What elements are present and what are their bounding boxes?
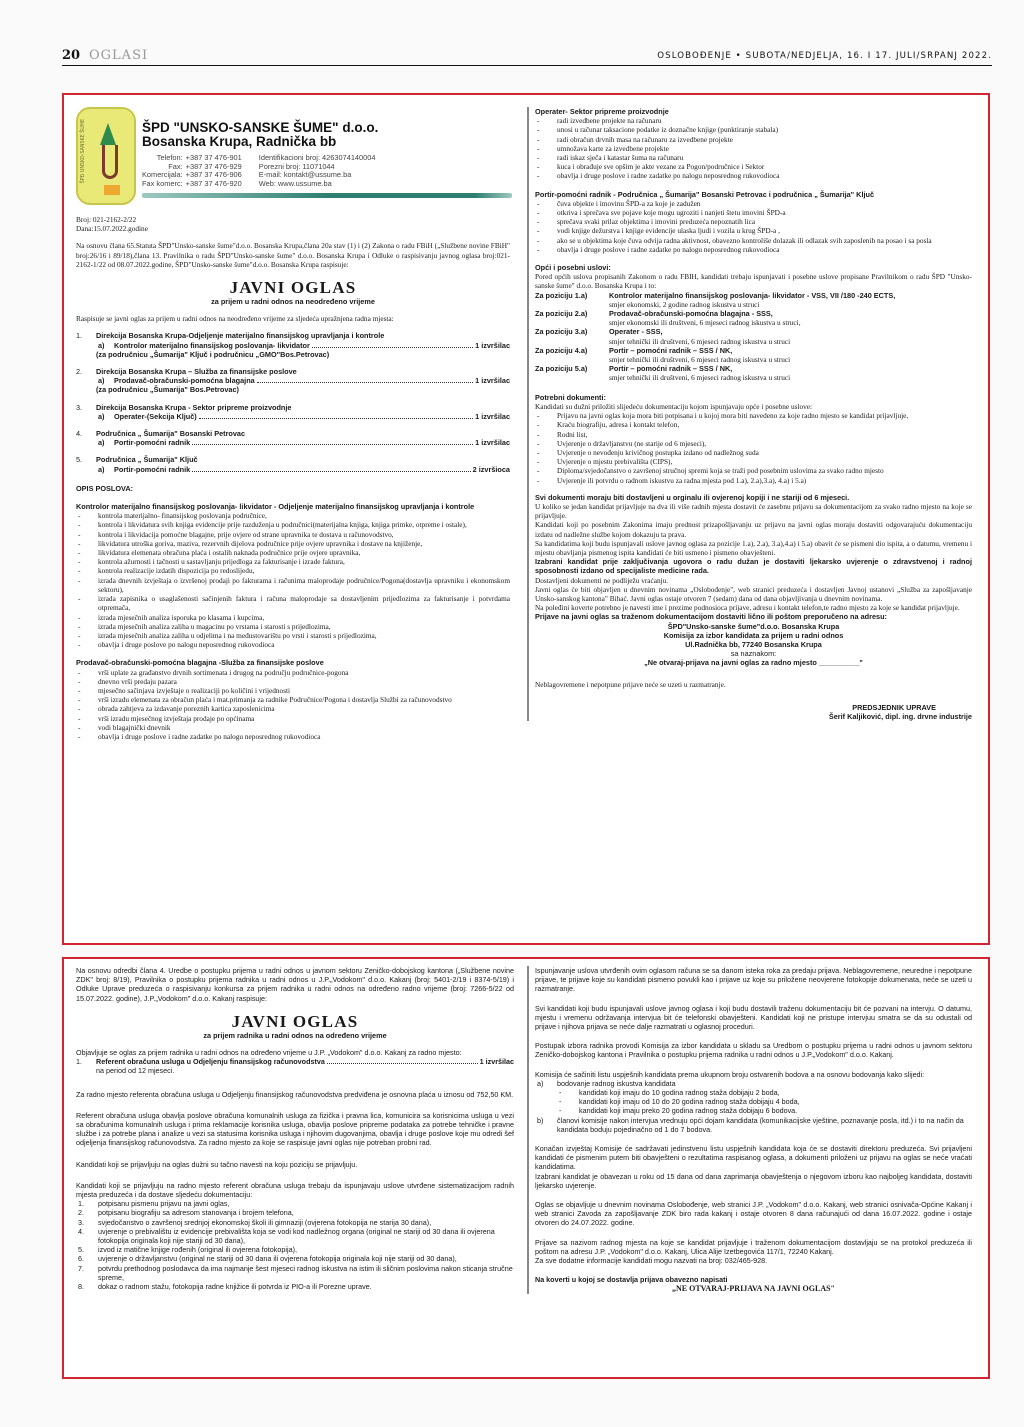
duties-right <box>535 107 972 254</box>
document-index: 5. <box>78 1245 84 1255</box>
position-item <box>76 455 510 473</box>
position-line <box>96 376 510 385</box>
position-note: Kandidati koji se prijavljuju na oglas dužni su tačno navesti na koju poziciju se prijavljuju. <box>76 1159 358 1169</box>
signature-block <box>535 703 972 721</box>
condition-key: Za poziciju 3.a) <box>535 327 588 337</box>
document-item: 8. dokaz o radnom stažu, fotokopija radne knjižice ili potvrda iz PIO-a ili Porezne uprave. <box>78 1282 372 1292</box>
conditions-list <box>535 291 972 383</box>
duty-item: - radi izvedbene projekte na računaru <box>535 116 972 125</box>
leader-dots <box>192 439 473 445</box>
condition-item <box>535 364 972 382</box>
position-note: (za područnicu „Šumarija" Ključ i područnicu „GMO"Bos.Petrovac) <box>96 349 330 359</box>
document-item: 7. potvrdu prethodnog poslodavca da ima najmanje šest mjeseci radnog iskustva na istim ili sličnim poslovima nakon sticanja stručne spreme, <box>78 1263 513 1282</box>
position-unit: Područnica „ Šumarija" Bosanski Petrovac <box>96 429 246 439</box>
notes-p2: Kandidati koji po posebnim Zakonima imaju prednost prizapošljavanju uz prijavu na javni oglas moraju dostaviti odgovarajuću dokumentaciju izdatu od nadležne službe kojom dokazuju ta prava. <box>535 520 972 539</box>
duty-item: - otkriva i sprečava sve pojave koje mogu ugroziti i nanjeti štetu imovini ŠPD-a <box>535 208 972 217</box>
ad2-right-column <box>527 966 972 1294</box>
condition-detail: smjer tehnički ili društveni, 6 mjeseci radnog iskustva u struci <box>609 373 791 383</box>
address-line: „Ne otvaraj-prijava na javni oglas za radno mjesto __________" <box>644 658 863 668</box>
document-item: - Kraću biografiju, adresa i kontakt telefon, <box>535 420 972 429</box>
ad-subtitle: za prijem radnika u radni odnos na određeno vrijeme <box>203 1030 387 1040</box>
duties-left <box>76 502 510 741</box>
notes-bold-3: Prijave na javni oglas sa traženom dokumentacijom dostaviti lično ili poštom preporučeno na adresu: <box>535 612 887 622</box>
position-number: 3. <box>76 402 83 412</box>
section-title: OGLASI <box>89 48 149 63</box>
legal-intro: Na osnovu člana 65.Statuta ŠPD"Unsko-sanske šume"d.o.o. Bosanska Krupa,člana 20a stav (1) i (2) Zakona o radu FBiH („Službene novine FBiH" broj:26/16 i 89/18),člana 13. Pravilnika o radu ŠPD"Unsko-sanske šume" d.o.o. Bosanska Krupa i Odluke o raspisivanju javnog oglasa broj:021-2162-1/22 od 08.07.2022.godine, ŠPD"Unsko-sanske šume"d.o.o. Bosanska Krupa raspisuje: <box>76 241 510 269</box>
documents-heading: Potrebni dokumenti: <box>535 392 606 402</box>
envelope-text: „NE OTVARAJ-PRIJAVA NA JAVNI OGLAS" <box>672 1284 835 1294</box>
scoring-item: - kandidati koji imaju preko 20 godina radnog staža dobijaju 6 bodova. <box>557 1106 972 1115</box>
condition-key: Za poziciju 2.a) <box>535 309 588 319</box>
duty-item: - čuva objekte i imovinu ŠPD-a za koje je zadužen <box>535 199 972 208</box>
position-count: 1 izvršilac <box>475 411 510 421</box>
condition-detail: smjer ekonomski, 2 godine radnog iskustva u struci <box>609 299 760 309</box>
signature-role: PREDSJEDNIK UPRAVE <box>852 702 936 712</box>
leader-dots <box>312 342 473 348</box>
duty-list <box>76 511 510 649</box>
p-selected: Izabrani kandidat je obavezan u roku od 15 dana od dana zaprimanja obavještenja o njegovom izboru kao najboljeg kandidata, dostaviti ljekarsko uvjerenje. <box>535 1171 972 1190</box>
duty-item: - likvidatura elemenata obračuna plaća i ostalih naknada područnice prije ovjere upravnika, <box>76 548 510 557</box>
tree-icon <box>100 123 116 145</box>
document-item: 6. uvjerenje o državljanstvu (original ne stariji od 30 dana ili ovjerena fotokopija originala koji nije stariji od 30 dana), <box>78 1254 457 1264</box>
position-period: na period od 12 mjeseci. <box>96 1066 175 1076</box>
duty-heading: Kontrolor materijalno finansijskog poslovanja- likvidator - Odjeljenje materijalno finansijskog upravljanja i kontrole <box>76 502 475 512</box>
duty-item: - kontrola materijalno- finansijskog poslovanja područnice, <box>76 511 510 520</box>
document-item: - Diploma/svjedočanstvo o završenoj stručnoj spremi koja se traži pod posebnim uslovima za svako radno mjesto <box>535 466 972 475</box>
duty-item: - kontrola i likvidacija pomoćne blagajne, prije ovjere od strane upravnika te dostava u računovodstvo, <box>76 530 510 539</box>
position-number: 4. <box>76 429 83 439</box>
notes-bold-2: Izabrani kandidat prije zaključivanja ugovora o radu dužan je dostaviti ljekarsko uvjerenje o zdravstvenoj i radnoj sposobnosti izdano od specijaliste medicine rada. <box>535 557 972 576</box>
duties-heading: OPIS POSLOVA: <box>76 483 134 493</box>
duty-item: - ako se u objektima koje čuva odvija radna aktivnost, obavezno kontroliše dolazak ili odlazak svih zaposlenih na posao i sa posla <box>535 236 972 245</box>
company-name <box>142 121 378 149</box>
contact-info: Web: www.ussume.ba <box>258 178 332 188</box>
condition-item <box>535 346 972 364</box>
ad-vodokom <box>62 957 990 1379</box>
position-unit: Područnica „ Šumarija" Ključ <box>96 455 198 465</box>
position-count: 1 izvršilac <box>475 340 510 350</box>
contact-value: +387 37 476-906 <box>185 170 242 180</box>
scoring-b: b) članovi komisije nakon intervjua vrednuju opći dojam kandidata (komunikacijske vještine, poznavanje posla, itd.) i to na način da kandidata boduju pojedinačno od 1 do 7 bodova. <box>537 1115 964 1134</box>
duty-item: - sprečava svaki prilaz objektima i imovini preduzeća nepoznatih lica <box>535 217 972 226</box>
position-title: a) Kontrolor materijalno finansijskog poslovanja- likvidator <box>98 340 310 350</box>
logo-tag <box>104 185 120 195</box>
position-number: 1. <box>76 1057 82 1067</box>
contact-label: Komercijala: <box>142 170 183 180</box>
duty-item: - izrada mjesečnih analiza isporuka po klasama i kupcima, <box>76 613 510 622</box>
position-body <box>96 367 510 395</box>
document-item: - Rodni list, <box>535 430 972 439</box>
company-line-1: ŠPD "UNSKO-SANSKE ŠUME" d.o.o. <box>142 120 379 135</box>
scoring-item: - kandidati koji imaju od 10 do 20 godina radnog staža dobijaju 4 boda, <box>557 1097 972 1106</box>
position-line <box>96 465 510 474</box>
contact-label: Telefon: <box>156 153 183 162</box>
duty-item: - obavlja i druge poslove i radne zadatke po nalogu neposrednog rukovodioca <box>535 171 972 180</box>
p-publication: Oglas se objavljuje u dnevnim novinama Oslobođenje, web stranici J.P. „Vodokom" d.o.o. Kakanj, web stranici osnivača-Općine Kakanj i web stranici Zavoda za zapošljavanje ZDK biro rada kakanj i ostaje otvoren 8 dana računajući od dana 16.07.2022. godine i ostaje otvoren do 24.07.2022. godine. <box>535 1200 972 1228</box>
position-line <box>96 438 510 447</box>
position-unit: Direkcija Bosanska Krupa-Odjeljenje materijalno finansijskog upravljanja i kontrole <box>96 331 385 341</box>
duty-item: - umnožava karte za izvedbene projekte <box>535 144 972 153</box>
notes-p3: Sa kandidatima koji budu ispunjavali uslove javnog oglasa za pozicije 1.a), 2.a), 3.a),4.a) i 5.a) obavit će se pismeni dio ispita, a o datumu, vremenu i mjestu obavljanja pismenog ispita kandidati će biti usmeno i pismeno obavješteni. <box>535 538 972 557</box>
legal-intro: Na osnovu odredbi člana 4. Uredbe o postupku prijema u radni odnos u javnom sektoru Zeničko-dobojskog kantona („Službene novine ZDK" broj: 8/19), Pravilnika o postupku prijema radnika u radni odnos u J.P.„Vodokom" d.o.o. Kakanj (broj: 5401-2/19 i 8374-5/19) i Odluke Uprave preduzeća o raspisivanju konkursa za prijem radnika u radni odnos na određeno radno vrijeme (broj: 7266-5/22 od 15.07.2022. godine), J.P.„Vodokom" d.o.o. Kakanj raspisuje: <box>76 966 514 1003</box>
documents-intro: Kandidati koji se prijavljuju na radno mjesto referent obračuna usluga trebaju da ispunjavaju uslove utvrđene sistematizacijom radnih mjesta preduzeća i da dostave sljedeću dokumentaciju: <box>76 1180 514 1200</box>
position-line <box>96 412 510 421</box>
duty-item: - radi obračun drvnih masa na računaru za izvedbene projekte <box>535 135 972 144</box>
documents-intro: Kandidati su dužni priložiti slijedeću dokumentaciju kojom ispunjavaju opće i posebne uslove: <box>535 401 813 411</box>
documents-list <box>76 1199 514 1291</box>
condition-detail: smjer tehnički ili društveni, 6 mjeseci radnog iskustva u struci <box>609 355 791 365</box>
contact-label: Fax: <box>168 161 183 171</box>
leader-dots <box>199 413 473 419</box>
reference-date: Dana:15.07.2022.godine <box>76 224 148 234</box>
duty-list <box>76 668 510 742</box>
duty-list <box>535 116 972 180</box>
document-index: 1. <box>78 1199 84 1209</box>
document-index: 2. <box>78 1208 84 1218</box>
duty-list <box>535 199 972 254</box>
conditions-heading: Opći i posebni uslovi: <box>535 263 611 273</box>
ad1-right-column <box>527 107 972 721</box>
duty-block <box>76 502 510 649</box>
position-title: Referent obračuna usluga u Odjeljenju finansijskog računovodstva <box>96 1057 325 1067</box>
duty-item: - kontrola i likvidatura svih knjiga evidencije prije razduženja u područnici(materijalna knjiga, knjiga primke, otpreme i ostale), <box>76 520 510 529</box>
positions-list <box>76 331 510 473</box>
logo-ring-text: ŠPD UNSKO-SANSKE ŠUME <box>81 119 86 184</box>
position-letter: a) <box>98 464 105 474</box>
contact-value: +387 37 476-901 <box>185 153 242 162</box>
notes-p5: Javni oglas će biti objavljen u dnevnim novinama „Oslobođenje", web stranici preduzeća i dostavljen Javnoj ustanovi „Služba za zapošljavanje Unsko-sanskog kantona" Bihać. Javni oglas ostaje otvoren 7 (sedam) dana od dana objavljivanja u dnevnim novinama. <box>535 584 972 603</box>
ad-title: JAVNI OGLAS <box>229 278 357 298</box>
duty-heading: Operater- Sektor pripreme proizvodnje <box>535 107 669 116</box>
contact-value: +387 37 476-920 <box>185 178 242 188</box>
duty-item: - obavlja i druge poslove i radne zadatke po nalogu neposrednog rukovodioca <box>76 732 510 741</box>
duties-text: Referent obračuna usluga obavlja poslove obračuna komunalnih usluga za fizička i pravna lica, komunicira sa korisnicima usluga u vezi sa obračunima komunalnih usluga i prima reklamacije korisnika usluga, obavlja poslove pripreme podataka za potrebe tehničke i pravne službe i za potrebe plana i analize u vezi sa statusima korisnika usluga i njihovim dugovanjima, obavlja i druge poslove koje mu odredi šef odjeljenja finansijskog računovodstva. Za radno mjesto za koje se raspisuje javni oglas nije potreban probni rad. <box>76 1110 514 1148</box>
condition-title: Operater - SSS, <box>609 327 663 337</box>
duty-item: - kontrola realizacije izdatih dispozicija po redoslijedu, <box>76 566 510 575</box>
letterhead-rule <box>142 193 512 198</box>
duty-item: - izrada zapisnika o usaglašenosti sačinjenih faktura i računa maloprodaje sa dostavljenim prijedlozima za fakturisanje i potvrdama otpremača, <box>76 594 510 612</box>
position-unit: Direkcija Bosanska Krupa - Sektor pripreme proizvodnje <box>96 402 292 412</box>
condition-detail: smjer ekonomski ili društveni, 6 mjeseci radnog iskustva u struci, <box>609 318 801 328</box>
ad-subtitle: za prijem u radni odnos na neodređeno vrijeme <box>211 297 375 307</box>
condition-detail: smjer tehnički ili društveni, 6 mjeseci radnog iskustva u struci <box>609 336 791 346</box>
duty-block <box>76 658 510 741</box>
duty-item: - vrši izradu mjesečnog izvještaja prodaje po općinama <box>76 714 510 723</box>
notes-p4: Dostavljeni dokumenti ne podliježu vraćanju. <box>535 575 669 585</box>
duty-item: - izrada mjesečnih analiza zaliha u odjelima i na međustovarištu po vrsti i starosti s prijedlozima, <box>76 631 510 640</box>
condition-value <box>609 364 790 382</box>
leader-dots <box>192 466 470 472</box>
condition-key: Za poziciju 5.a) <box>535 364 588 374</box>
duty-item: - unosi u računar taksacione podatke iz doznačne knjige (punktiranje stabala) <box>535 125 972 134</box>
document-item: - Uvjerenje o nevođenju krivičnog postupka izdano od nadležnog suda <box>535 448 972 457</box>
document-index: 8. <box>78 1282 84 1292</box>
reference-number: Broj: 021-2162-2/22 <box>76 215 137 224</box>
p-interview: Svi kandidati koji budu ispunjavali uslove javnog oglasa i koji budu dostavili traženu dokumentaciju bit će pozvani na intervju. O datumu, mjestu i vremenu održavanja intervjua bit će telefonski obavješteni. Kandidati koji ne pristupe intervjuu smatra se da su odustali od prijave i njihova prijava se neće dalje razmatrati u oglasnoj proceduri. <box>535 1003 972 1032</box>
notes-p6: Na poleđini koverte potrebno je navesti ime i prezime podnosioca prijave, adresu i kontakt telefon,te radno mjesto za koje se kandidat prijavljuje. <box>535 603 960 613</box>
document-item: 5. izvod iz matične knjige rođenih (original ili ovjerena fotokopija), <box>78 1245 297 1255</box>
position-unit: Direkcija Bosanska Krupa – Služba za finansijske poslove <box>96 367 297 377</box>
document-item: 4. uvjerenje o prebivalištu iz evidencije prebivališta koja se vodi kod nadležnog organa (original ne stariji od 30 dana ili ovjerena fotokopija originala koji nije stariji od 30 dana), <box>78 1226 495 1246</box>
position-line <box>96 341 510 350</box>
duty-item: - vrši izradu elemenata za obračun plaća i mat.primanja za radnike Područnice/Pogona i dostavlja Službi za računovodstvo <box>76 695 510 704</box>
condition-item <box>535 291 972 309</box>
position-body <box>96 429 510 447</box>
document-index: 7. <box>78 1263 84 1273</box>
position-letter: a) <box>98 411 105 421</box>
document-item: 2. potpisanu biografiju sa adresom stanovanja i brojem telefona, <box>78 1208 294 1218</box>
duty-item: - dnevno vrši predaju pazara <box>76 677 510 686</box>
p-contact: Za sve dodatne informacije kandidati mogu nazvati na broj: 032/465-928. <box>535 1256 768 1266</box>
duty-item: - obrada zahtjeva za izdavanje poreznih kartica zaposlenicima <box>76 704 510 713</box>
duty-item: - likvidatura utroška goriva, maziva, rezervnih dijelova područnice prije ovjere upravnika i dostave na knjiženje, <box>76 539 510 548</box>
position-count: 1 izvršilac <box>479 1057 514 1067</box>
address-line: ŠPD"Unsko-sanske šume"d.o.o. Bosanska Krupa <box>667 621 840 631</box>
mailing-address <box>535 622 972 668</box>
p-submission: Prijave sa nazivom radnog mjesta na koje se kandidat prijavljuje i traženom dokumentacijom dostavljaju se na protokol preduzeća ili poštom na adresu J.P. „Vodokom" d.o.o. Kakanj, Ulica Alije Izetbegovića 117/1, 72240 Kakanj. <box>535 1237 972 1256</box>
position-letter: a) <box>98 438 105 448</box>
ad1-left-column <box>76 215 510 741</box>
position-number: 1. <box>76 331 83 341</box>
conditions-intro: Pored općih uslova propisanih Zakonom o radu FBIH, kandidati trebaju ispunjavati i posebne uslove propisane Pravilnikom o radu ŠPD "Unsko-sanske šume" d.o.o. Bosanska Krupa i to: <box>535 272 972 291</box>
scoring-item: - kandidati koji imaju do 10 godina radnog staža dobijaju 2 boda, <box>557 1088 972 1097</box>
p-final-report: Konačan izvještaj Komisije će sadržavati jedinstvenu listu uspješnih kandidata koja će se dostaviti direktoru preduzeća. Svi prijavljeni kandidati će pismenim putem biti obavješteni o rezultatima raspisanog oglasa, a dokumenti priloženi uz prijavu na oglas se neće vraćati kandidatima. <box>535 1144 972 1172</box>
contact-value: +387 37 476-929 <box>185 161 242 171</box>
position-letter: a) <box>98 376 105 386</box>
condition-value <box>609 309 801 327</box>
condition-value <box>609 327 790 345</box>
duty-heading: Portir-pomoćni radnik - Područnica „ Šumarija" Bosanski Petrovac i područnica „ Šumarija" Ključ <box>535 189 875 199</box>
contact-info: Porezni broj: 11071044 <box>258 161 335 171</box>
company-logo <box>76 107 136 205</box>
position-item <box>76 403 510 421</box>
position-title: a) Portir-pomoćni radnik <box>98 438 191 448</box>
duty-item: - izrada dnevnih izvještaja o izvršenoj prodaji po fakturama i računima maloprodaje područnice/Pogona(dostavlja upravniku i ekonomskom sektoru), <box>76 576 510 594</box>
document-item: - Prijavu na javni oglas koja mora biti potpisana i u kojoj mora biti navedeno za koje radno mjesto se kandidat prijavljuje, <box>535 411 972 420</box>
contact-row <box>142 180 378 189</box>
company-contacts <box>142 154 378 188</box>
duty-item: - obavlja i druge poslove po nalogu neposrednog rukovodioca <box>76 640 510 649</box>
position-item <box>76 331 510 359</box>
duty-item: - vrši uplate za građanstvo drvnih sortimenata i drugog na području područnice-pogona <box>76 668 510 677</box>
condition-key: Za poziciju 4.a) <box>535 345 588 355</box>
duty-item: - mjesečno sačinjava izvještaje o realizaciji po količini i vrijednosti <box>76 686 510 695</box>
duty-item: - kontrola ažurnosti i tačnosti u sastavljanju prijedloga za fakturisanje i izrade faktura, <box>76 557 510 566</box>
duty-item: - radi iskaz sječa i katastar šuma na računaru <box>535 153 972 162</box>
position-item <box>76 429 510 447</box>
position-note: (za područnicu „Šumarija" Bos.Petrovac) <box>96 385 239 395</box>
position-body <box>96 455 510 473</box>
signature-name: Šerif Kaljiković, dipl. ing. drvne industrije <box>828 711 972 721</box>
dateline: OSLOBOĐENJE • SUBOTA/NEDJELJA, 16. I 17. JULI/SRPANJ 2022. <box>657 51 992 61</box>
position-lead: Objavljuje se oglas za prijem radnika u radni odnos na određeno vrijeme u J.P. „Vodokom" d.o.o. Kakanj za radno mjesto: <box>76 1048 462 1058</box>
positions-lead: Raspisuje se javni oglas za prijem u radni odnos na neodređeno vrijeme za sljedeća upražnjena radna mjesta: <box>76 314 394 324</box>
position-body <box>96 331 510 359</box>
page-header <box>62 48 992 66</box>
notes-bold-1: Svi dokumenti moraju biti dostavljeni u orginalu ili ovjerenoj kopiji i ne stariji od 6 mjeseci. <box>535 492 850 502</box>
scoring-a-items <box>557 1088 972 1116</box>
position-body <box>96 403 510 421</box>
duty-item: - obavlja i druge poslove i radne zadatke po nalogu neposrednog rukovodioca <box>535 245 972 254</box>
closing-note: Neblagovremene i nepotpune prijave neće se uzeti u razmatranje. <box>535 679 726 689</box>
condition-title: Portir – pomoćni radnik – SSS / NK, <box>609 345 733 355</box>
notes-p1: U koliko se jedan kandidat prijavljuje na dva ili više radnih mjesta dostavit će zasebnu prijavu sa dokumentacijom za svako radno mjesto na koje se prijavljuje. <box>535 501 972 521</box>
position-item <box>76 367 510 395</box>
duty-heading: Prodavač-obračunski-pomoćna blagajna -Služba za finansijske poslove <box>76 658 324 668</box>
duty-block <box>535 107 972 181</box>
position-number: 2. <box>76 367 83 377</box>
document-item: - Uvjerenje o mjestu prebivališta (CIPS), <box>535 457 972 466</box>
document-item: 1. potpisanu pismenu prijavu na javni oglas, <box>78 1199 230 1209</box>
p-scoring: Komisija će sačiniti listu uspješnih kandidata prema ukupnom broju ostvarenih bodova a na osnovu bodovanja kako slijedi: <box>535 1069 925 1079</box>
position-title: a) Prodavač-obračunski-pomoćna blagajna <box>98 376 255 386</box>
duty-item: - vodi blagajnički dnevnik <box>76 723 510 732</box>
duty-block <box>535 190 972 254</box>
condition-item <box>535 309 972 327</box>
contact-label: Fax komerc: <box>142 178 183 188</box>
u-shape-icon <box>102 145 118 179</box>
position-count: 1 izvršilac <box>475 376 510 386</box>
duty-item: - kuca i obrađuje sve opšim je akte vezane za Pogon/područnice i Sektor <box>535 162 972 171</box>
condition-item <box>535 327 972 345</box>
company-line-2: Bosanska Krupa, Radnička bb <box>142 134 337 149</box>
position-item <box>76 1057 514 1075</box>
contact-info: Identifikacioni broj: 4263074140004 <box>258 153 376 162</box>
position-title: a) Operater-(Sekcija Ključ) <box>98 411 197 421</box>
ad-unsko-sanske-sume <box>62 93 990 945</box>
scoring-a: a) bodovanje radnog iskustva kandidata - kandidati koji imaju do 10 godina radnog staža dobijaju 2 boda, - kandidati koji imaju od 10 do 20 godina radnog staža dobijaju 4 boda, - kandidati koji imaju preko 20 godina radnog staža dobijaju 6 bodova. <box>535 1079 972 1116</box>
condition-key: Za poziciju 1.a) <box>535 290 588 300</box>
salary-text: Za radno mjesto referenta obračuna usluga u Odjeljenju finansijskog računovodstva predviđena je osnovna plaća u iznosu od 752,50 KM. <box>76 1089 514 1099</box>
documents-list <box>535 411 972 485</box>
condition-value <box>609 291 895 309</box>
document-index: 4. <box>78 1226 84 1236</box>
condition-value <box>609 346 790 364</box>
p-procedure: Postupak izbora radnika provodi Komisija za izbor kandidata u skladu sa Uredbom o postupku prijema u radni odnos u javnom sektoru Zeničko-dobojskog kantona i Pravilnika o postupku prijema radnika u radni odnos u J.P.„Vodokom" d.o.o. Kakanj. <box>535 1041 972 1060</box>
address-line: sa naznakom: <box>730 649 777 659</box>
leader-dots <box>257 377 473 383</box>
ad2-left-column <box>76 966 514 1291</box>
duty-item: - vodi knjige dežurstva i knjige evidencije ulaska ljudi i vozila u krug ŠPD-a , <box>535 226 972 235</box>
condition-title: Prodavač-obračunski-pomoćna blagajna - SSS, <box>609 309 773 319</box>
p-eligibility: Ispunjavanje uslova utvrđenih ovim oglasom računa se sa danom isteka roka za predaju prijava. Neblagovremene, neuredne i nepotpune prijave, te prijave koje su kandidati pismeno povukli kao i prijave uz koje su priložene neovjerene fotokopije dokumenata, neće se uzeti u razmatranje. <box>535 966 972 994</box>
ad-title: JAVNI OGLAS <box>231 1011 359 1031</box>
contact-info: E-mail: kontakt@ussume.ba <box>258 170 352 180</box>
address-line: Ul.Radnička bb, 77240 Bosanska Krupa <box>685 639 822 649</box>
position-number: 5. <box>76 455 83 465</box>
duty-item: - izrada mjesečnih analiza zaliha u magacinu po vrstama i starosti s prijedlozima, <box>76 622 510 631</box>
scoring-list <box>535 1079 972 1134</box>
position-count: 2 izvršioca <box>472 464 510 474</box>
condition-title: Kontrolor materijalno finansijskog poslovanja- likvidator - VSS, VII /180 -240 ECTS, <box>609 290 896 300</box>
page-number: 20 <box>62 48 81 63</box>
document-item: 3. svjedočanstvo o završenoj srednjoj ekonomskoj školi ili gimnaziji (ovjerena fotokopija ne starija 30 dana), <box>78 1217 432 1227</box>
position-title: a) Portir-pomoćni radnik <box>98 464 191 474</box>
document-index: 3. <box>78 1217 84 1227</box>
position-letter: a) <box>98 340 105 350</box>
position-count: 1 izvršilac <box>475 438 510 448</box>
condition-title: Portir – pomoćni radnik – SSS / NK, <box>609 364 733 374</box>
envelope-note: Na koverti u kojoj se dostavlja prijava obavezno napisati <box>535 1275 728 1285</box>
document-index: 6. <box>78 1254 84 1264</box>
address-line: Komisija za izbor kandidata za prijem u radni odnos <box>663 630 844 640</box>
document-item: - Uvjerenje o državljanstvu (ne starije od 6 mjeseci), <box>535 439 972 448</box>
document-item: - Uvjerenje ili potvrdu o radnom iskustvu za radna mjesta pod 1.a), 2.a),3.a), 4.a) i 5.a) <box>535 476 972 485</box>
letterhead <box>76 107 496 205</box>
